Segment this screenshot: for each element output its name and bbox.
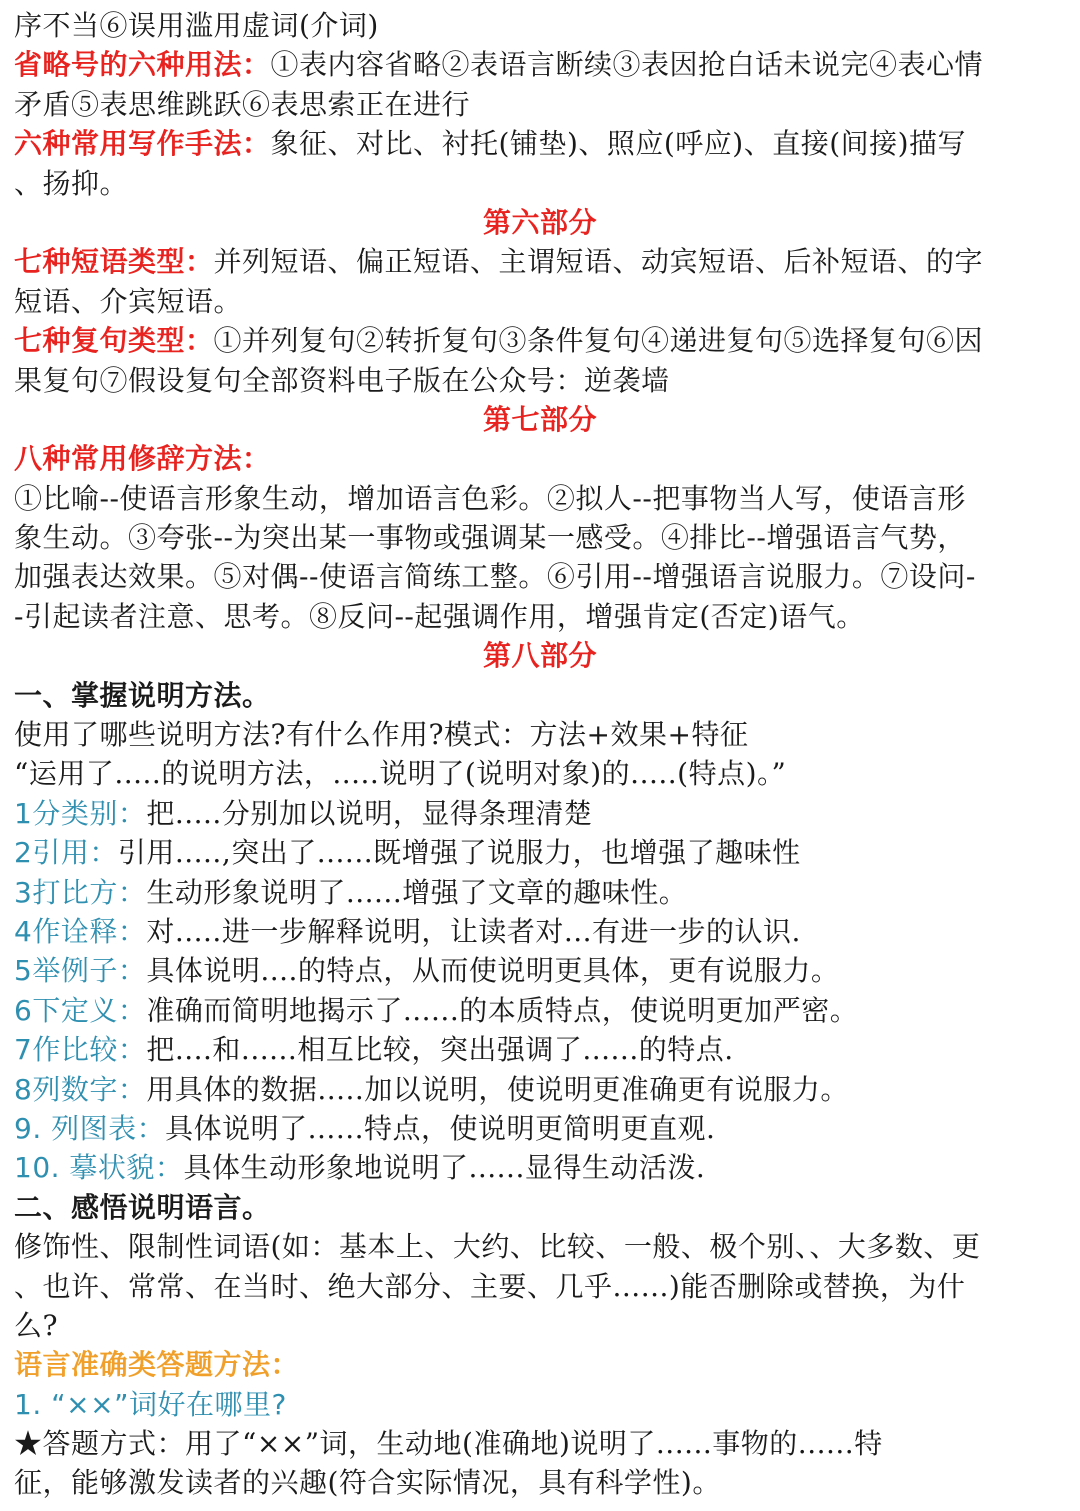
phrase-types-line <box>14 242 1066 281</box>
ellipsis-usage-line <box>14 45 1066 84</box>
text-line: 矛盾⑤表思维跳跃⑥表思索正在进行 <box>14 87 471 121</box>
part-heading-seven: 第七部分 <box>482 402 597 436</box>
method-label: 6下定义： <box>14 993 147 1027</box>
method-text: 把.....分别加以说明，显得条理清楚 <box>146 796 593 830</box>
method-text: 引用.....,突出了......既增强了说服力，也增强了趣味性 <box>117 836 801 870</box>
section-label: 七种短语类型： <box>14 245 214 279</box>
text-line: 使用了哪些说明方法?有什么作用?模式：方法+效果+特征 <box>14 718 749 752</box>
method-text: 准确而简明地揭示了......的本质特点，使说明更加严密。 <box>146 993 859 1027</box>
section-text: 象征、对比、衬托(铺垫)、照应(呼应)、直接(间接)描写 <box>270 127 967 161</box>
text-line: “运用了.....的说明方法，.....说明了(说明对象)的.....(特点)。” <box>14 757 787 791</box>
method-label: 10. 摹状貌： <box>14 1151 184 1185</box>
rhetoric-label: 八种常用修辞方法： <box>14 442 271 476</box>
text-line: 修饰性、限制性词语(如：基本上、大约、比较、一般、极个别、、大多数、更 <box>14 1230 981 1264</box>
text-line: 果复句⑦假设复句全部资料电子版在公众号：逆袭墙 <box>14 363 670 397</box>
method-item <box>14 873 1066 912</box>
text-line: 象生动。③夸张--为突出某一事物或强调某一感受。④排比--增强语言气势， <box>14 521 966 555</box>
method-text: 对.....进一步解释说明，让读者对...有进一步的认识. <box>146 914 801 948</box>
method-text: 具体生动形象地说明了......显得生动活泼. <box>183 1151 706 1185</box>
method-label: 9. 列图表： <box>14 1111 166 1145</box>
method-item <box>14 1109 1066 1148</box>
method-label: 2引用： <box>14 836 118 870</box>
subheading-explanation-language: 二、感悟说明语言。 <box>14 1190 271 1224</box>
part-heading-six: 第六部分 <box>482 205 597 239</box>
method-label: 7作比较： <box>14 1033 147 1067</box>
part-heading-eight: 第八部分 <box>482 639 597 673</box>
method-label: 1分类别： <box>14 796 147 830</box>
question-line: 1. “××”词好在哪里? <box>14 1387 287 1421</box>
method-item <box>14 833 1066 872</box>
method-item <box>14 794 1066 833</box>
subheading-explanation-methods: 一、掌握说明方法。 <box>14 678 271 712</box>
text-line: 、也许、常常、在当时、绝大部分、主要、几乎......)能否删除或替换，为什 <box>14 1269 966 1303</box>
method-label: 3打比方： <box>14 875 147 909</box>
method-text: 具体说明了......特点，使说明更简明更直观. <box>165 1111 716 1145</box>
text-line: 征，能够激发读者的兴趣(符合实际情况，具有科学性)。 <box>14 1466 721 1500</box>
answer-method-label: 语言准确类答题方法： <box>14 1348 300 1382</box>
method-item <box>14 1148 1066 1187</box>
method-label: 5举例子： <box>14 954 147 988</box>
text-line: 、扬抑。 <box>14 166 129 200</box>
method-text: 用具体的数据.....加以说明，使说明更准确更有说服力。 <box>146 1072 849 1106</box>
method-text: 把....和......相互比较，突出强调了......的特点. <box>146 1033 734 1067</box>
text-line: 么? <box>14 1308 59 1342</box>
method-item <box>14 991 1066 1030</box>
compound-sentence-line <box>14 321 1066 360</box>
method-item <box>14 1070 1066 1109</box>
section-text: ①并列复句②转折复句③条件复句④递进复句⑤选择复句⑥因 <box>213 324 984 358</box>
section-text: 并列短语、偏正短语、主谓短语、动宾短语、后补短语、的字 <box>213 245 984 279</box>
method-label: 8列数字： <box>14 1072 147 1106</box>
text-line: ①比喻--使语言形象生动，增加语言色彩。②拟人--把事物当人写，使语言形 <box>14 481 966 515</box>
text-line: ★答题方式：用了“××”词，生动地(准确地)说明了......事物的......特 <box>14 1427 883 1461</box>
method-text: 生动形象说明了......增强了文章的趣味性。 <box>146 875 688 909</box>
method-label: 4作诠释： <box>14 914 147 948</box>
section-label: 省略号的六种用法： <box>14 48 271 82</box>
text-line: 加强表达效果。⑤对偶--使语言简练工整。⑥引用--增强语言说服力。⑦设问- <box>14 560 976 594</box>
method-item <box>14 912 1066 951</box>
method-item <box>14 1030 1066 1069</box>
method-item <box>14 951 1066 990</box>
section-label: 六种常用写作手法： <box>14 127 271 161</box>
section-label: 七种复句类型： <box>14 324 214 358</box>
text-line: 短语、介宾短语。 <box>14 284 243 318</box>
writing-techniques-line <box>14 124 1066 163</box>
text-line: -引起读者注意、思考。⑧反问--起强调作用，增强肯定(否定)语气。 <box>14 599 865 633</box>
text-line: 序不当⑥误用滥用虚词(介词) <box>14 9 379 42</box>
method-text: 具体说明....的特点，从而使说明更具体，更有说服力。 <box>146 954 840 988</box>
section-text: ①表内容省略②表语言断续③表因抢白话未说完④表心情 <box>270 48 984 82</box>
